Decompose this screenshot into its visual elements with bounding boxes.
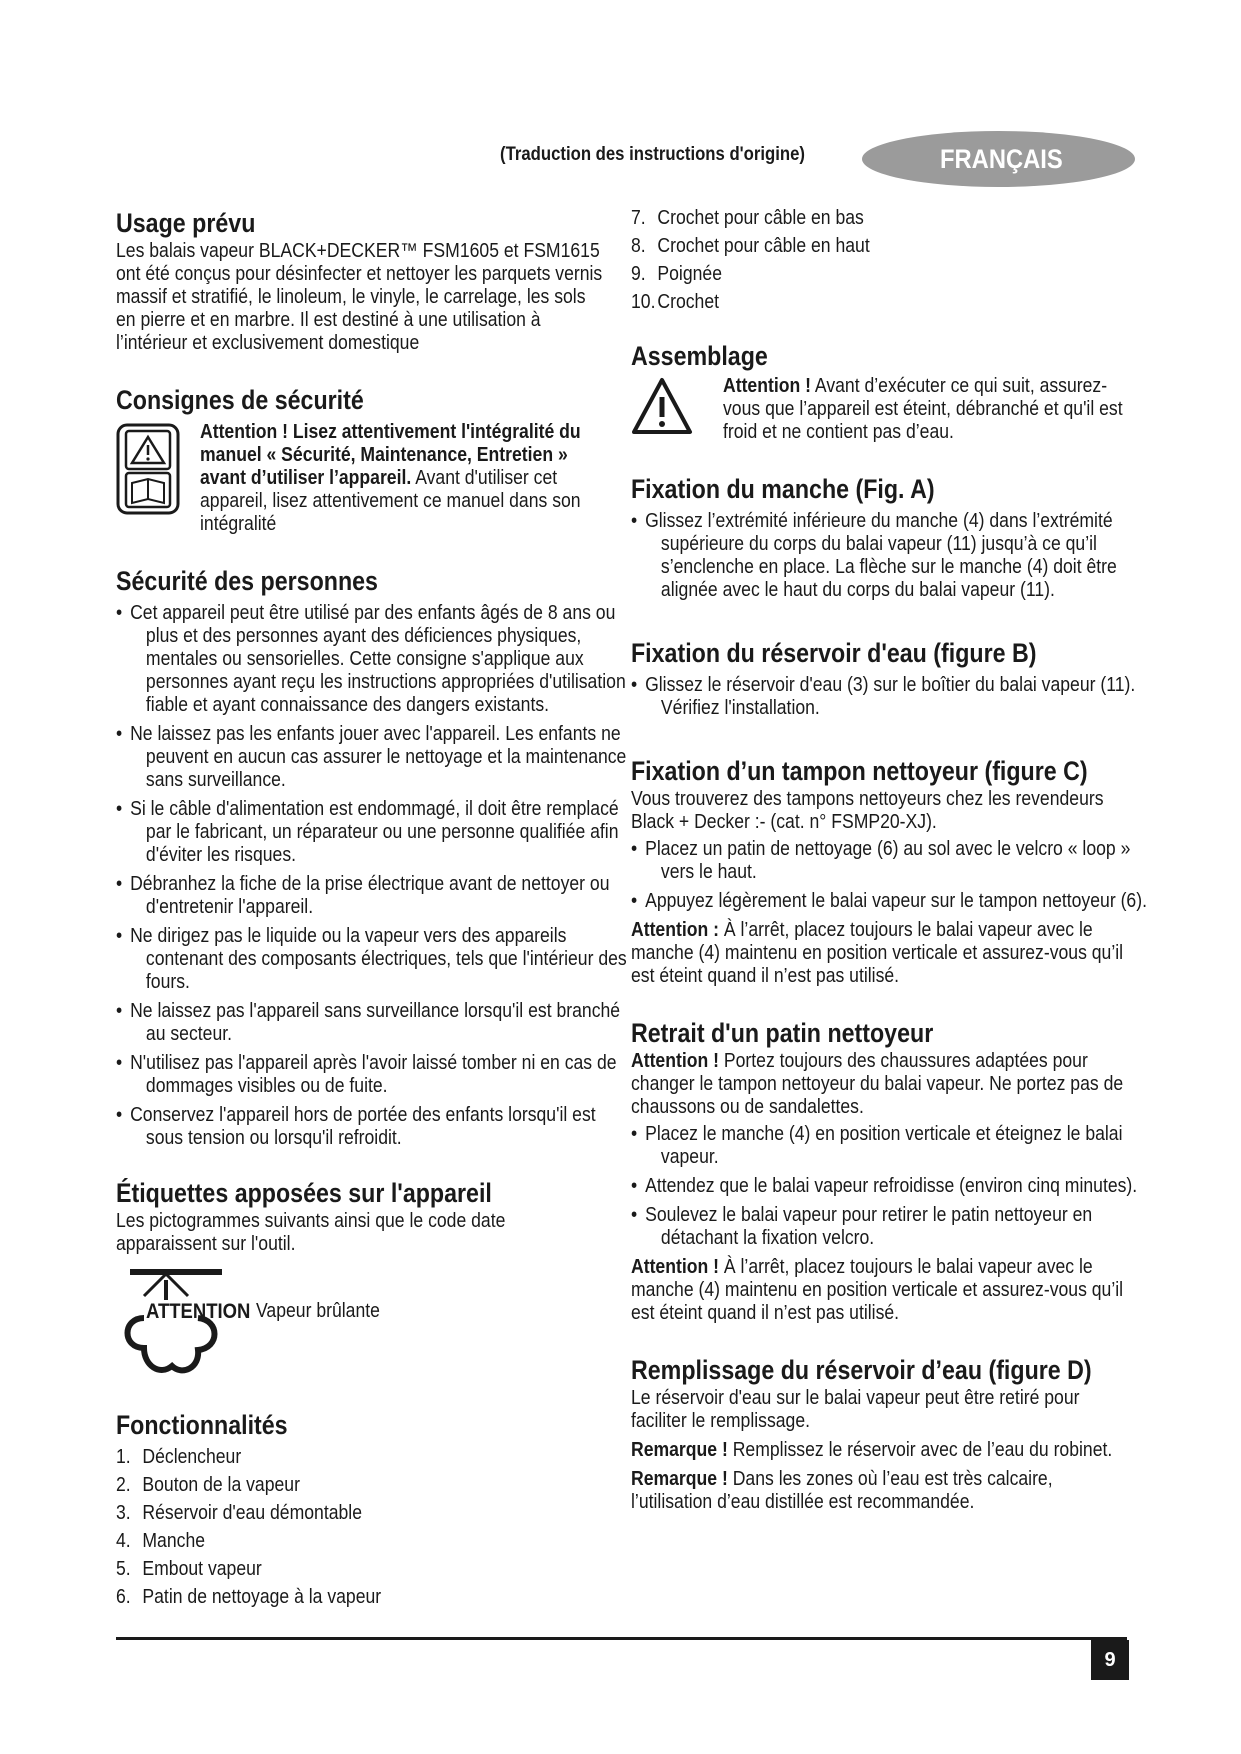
safety-warning-normal: Avant d'utiliser cet appareil, lisez attentivement ce manuel dans son intégralité <box>200 467 581 535</box>
removal-intro-text: Portez toujours des chaussures adaptées pour changer le tampon nettoyeur du balai vapeur. Ne portez pas de chaussons ou de sandalettes. <box>631 1050 1124 1118</box>
safety-warning <box>116 421 606 536</box>
list-item <box>631 263 1138 286</box>
list-item: • Soulevez le balai vapeur pour retirer le patin nettoyeur en détachant la fixation velcro. <box>631 1204 1168 1250</box>
item-number: 4. <box>116 1530 131 1552</box>
pad-note-bold: Attention : <box>631 919 719 941</box>
list-item: • Ne laissez pas l'appareil sans surveillance lorsqu'il est branché au secteur. <box>116 1000 637 1046</box>
list-item: • Appuyez légèrement le balai vapeur sur le tampon nettoyeur (6). <box>631 890 1168 913</box>
features-title: Fonctionnalités <box>116 1410 288 1440</box>
filling-text: Le réservoir d'eau sur le balai vapeur peut être retiré pour faciliter le remplissage. <box>631 1387 1080 1432</box>
list-item <box>631 207 1138 230</box>
item-number: 10. <box>631 291 656 313</box>
footer-rule <box>116 1637 1127 1640</box>
personal-safety-list <box>116 602 627 1150</box>
item-number: 8. <box>631 235 646 257</box>
list-item: • Placez le manche (4) en position verticale et éteignez le balai vapeur. <box>631 1123 1168 1169</box>
header-subtitle: (Traduction des instructions d'origine) <box>500 144 805 165</box>
item-label: Bouton de la vapeur <box>142 1474 300 1496</box>
list-item: • Débranhez la fiche de la prise électrique avant de nettoyer ou d'entretenir l'appareil. <box>116 873 637 919</box>
labels-section <box>116 1176 606 1388</box>
labels-title: Étiquettes apposées sur l'appareil <box>116 1178 492 1208</box>
pad-title: Fixation d’un tampon nettoyeur (figure C) <box>631 756 1088 786</box>
remark-1-text: Remplissez le réservoir avec de l’eau du robinet. <box>727 1439 1113 1461</box>
item-number: 7. <box>631 207 646 229</box>
list-item <box>116 1474 608 1497</box>
assembly-section <box>631 339 1136 444</box>
features-section <box>116 1408 606 1609</box>
labels-text: Les pictogrammes suivants ainsi que le code date apparaissent sur l'outil. <box>116 1210 506 1255</box>
assembly-title: Assemblage <box>631 341 768 371</box>
item-number: 2. <box>116 1474 131 1496</box>
item-number: 5. <box>116 1558 131 1580</box>
list-item <box>116 1446 608 1469</box>
handle-title: Fixation du manche (Fig. A) <box>631 474 935 504</box>
item-number: 1. <box>116 1446 131 1468</box>
filling-section <box>631 1353 1136 1514</box>
item-label: Réservoir d'eau démontable <box>142 1502 362 1524</box>
removal-note-text: À l’arrêt, placez toujours le balai vapeur avec le manche (4) maintenu en position verticale et assurez-vous qu’il est éteint quand il n’est pas utilisé. <box>631 1256 1124 1324</box>
usage-text: Les balais vapeur BLACK+DECKER™ FSM1605 et FSM1615 ont été conçus pour désinfecter et nettoyer les parquets vernis massif et stratifié, le linoleum, le vinyle, le carrelage, les sols en pierre et en marbre. Il est destiné à une utilisation à l’intérieur et exclusivement domestique <box>116 240 603 354</box>
right-column <box>631 203 1147 1514</box>
usage-title: Usage prévu <box>116 208 256 238</box>
item-label: Crochet pour câble en bas <box>657 207 864 229</box>
list-item: • Glissez l’extrémité inférieure du manche (4) dans l’extrémité supérieure du corps du balai vapeur (11) jusqu’à ce qu’il s’enclenche en place. La flèche sur le manche (4) doit être alignée avec le haut du corps du balai vapeur (11). <box>631 510 1168 602</box>
assembly-warning-normal: Avant d’exécuter ce qui suit, assurez-vous que l’appareil est éteint, débranché et qu'il est froid et ne contient pas d’eau. <box>723 375 1123 443</box>
list-item: • Placez un patin de nettoyage (6) au sol avec le velcro « loop » vers le haut. <box>631 838 1168 884</box>
list-item: • Cet appareil peut être utilisé par des enfants âgés de 8 ans ou plus et des personnes ayant des déficiences physiques, mentales ou sensorielles. Cette consigne s'applique aux personnes ayant reçu les instructions appropriées d'utilisation fiable et ayant connaissance des dangers existants. <box>116 602 637 717</box>
language-label: FRANÇAIS <box>940 144 1063 174</box>
safety-warning-text <box>200 421 607 536</box>
item-label: Manche <box>142 1530 206 1552</box>
list-item: • Ne laissez pas les enfants jouer avec l'appareil. Les enfants ne peuvent en aucun cas assurer le nettoyage et la maintenance sans surveillance. <box>116 723 637 792</box>
steam-text: Vapeur brûlante <box>256 1300 380 1322</box>
handle-list <box>631 510 1136 602</box>
list-item: • Si le câble d'alimentation est endommagé, il doit être remplacé par le fabricant, un réparateur ou une personne qualifiée afin d'éviter les risques. <box>116 798 637 867</box>
filling-title: Remplissage du réservoir d’eau (figure D) <box>631 1355 1092 1385</box>
list-item <box>116 1530 608 1553</box>
features-list-continued <box>631 207 1136 314</box>
pad-intro: Vous trouverez des tampons nettoyeurs chez les revendeurs Black + Decker :- (cat. n° FSMP20-XJ). <box>631 788 1104 833</box>
list-item <box>116 1502 608 1525</box>
pad-section <box>631 754 1147 988</box>
personal-safety-section <box>116 564 627 1150</box>
usage-section <box>116 206 606 355</box>
removal-note <box>631 1256 1138 1325</box>
list-item: • Ne dirigez pas le liquide ou la vapeur vers des appareils contenant des composants électriques, tels que l'intérieur des fours. <box>116 925 637 994</box>
safety-warning-bold: Attention ! Lisez attentivement l'intégralité du manuel « Sécurité, Maintenance, Entretien » avant d’utiliser l’appareil. <box>200 421 581 489</box>
item-label: Embout vapeur <box>142 1558 262 1580</box>
removal-note-bold: Attention ! <box>631 1256 719 1278</box>
filling-remark-2 <box>631 1468 1138 1514</box>
list-item <box>631 235 1138 258</box>
item-label: Patin de nettoyage à la vapeur <box>142 1586 382 1608</box>
left-column <box>116 206 627 1614</box>
list-item <box>116 1558 608 1581</box>
removal-section <box>631 1016 1136 1325</box>
filling-remark-1 <box>631 1439 1138 1462</box>
warning-triangle-icon <box>631 377 693 435</box>
safety-section <box>116 383 606 536</box>
item-number: 3. <box>116 1502 131 1524</box>
assembly-warning <box>631 375 1136 444</box>
item-label: Déclencheur <box>142 1446 242 1468</box>
list-item: • N'utilisez pas l'appareil après l'avoir laissé tomber ni en cas de dommages visibles ou de fuite. <box>116 1052 637 1098</box>
pad-list <box>631 838 1147 913</box>
steam-warning-label <box>116 1266 606 1388</box>
list-item: • Glissez le réservoir d'eau (3) sur le boîtier du balai vapeur (11). Vérifiez l'installation. <box>631 674 1168 720</box>
item-label: Crochet <box>657 291 720 313</box>
tank-title: Fixation du réservoir d'eau (figure B) <box>631 638 1037 668</box>
list-item <box>631 291 1138 314</box>
removal-list <box>631 1123 1136 1250</box>
item-number: 9. <box>631 263 646 285</box>
remark-1-bold: Remarque ! <box>631 1439 728 1461</box>
item-label: Poignée <box>657 263 722 285</box>
list-item: • Conservez l'appareil hors de portée des enfants lorsqu'il est sous tension ou lorsqu'il refroidit. <box>116 1104 637 1150</box>
assembly-warning-bold: Attention ! <box>723 375 811 397</box>
features-list <box>116 1446 606 1609</box>
language-badge <box>862 131 1135 187</box>
safety-title: Consignes de sécurité <box>116 385 364 415</box>
list-item <box>116 1586 608 1609</box>
list-item: • Attendez que le balai vapeur refroidisse (environ cinq minutes). <box>631 1175 1168 1198</box>
remark-2-text: Dans les zones où l’eau est très calcaire, l’utilisation d’eau distillée est recommandée. <box>631 1468 1053 1513</box>
assembly-warning-text <box>723 375 1137 444</box>
personal-safety-title: Sécurité des personnes <box>116 566 378 596</box>
tank-list <box>631 674 1136 720</box>
pad-note <box>631 919 1138 988</box>
removal-title: Retrait d'un patin nettoyeur <box>631 1018 934 1048</box>
removal-intro-bold: Attention ! <box>631 1050 719 1072</box>
pad-note-text: À l’arrêt, placez toujours le balai vapeur avec le manche (4) maintenu en position verticale et assurez-vous qu’il est éteint quand il n’est pas utilisé. <box>631 919 1124 987</box>
remark-2-bold: Remarque ! <box>631 1468 728 1490</box>
tank-section <box>631 636 1136 720</box>
hot-steam-icon <box>116 1266 256 1386</box>
attention-word: ATTENTION <box>146 1300 251 1323</box>
read-manual-icon <box>116 423 180 515</box>
handle-section <box>631 472 1136 602</box>
item-label: Crochet pour câble en haut <box>657 235 870 257</box>
removal-intro <box>631 1050 1138 1119</box>
page-number: 9 <box>1091 1640 1129 1680</box>
item-number: 6. <box>116 1586 131 1608</box>
